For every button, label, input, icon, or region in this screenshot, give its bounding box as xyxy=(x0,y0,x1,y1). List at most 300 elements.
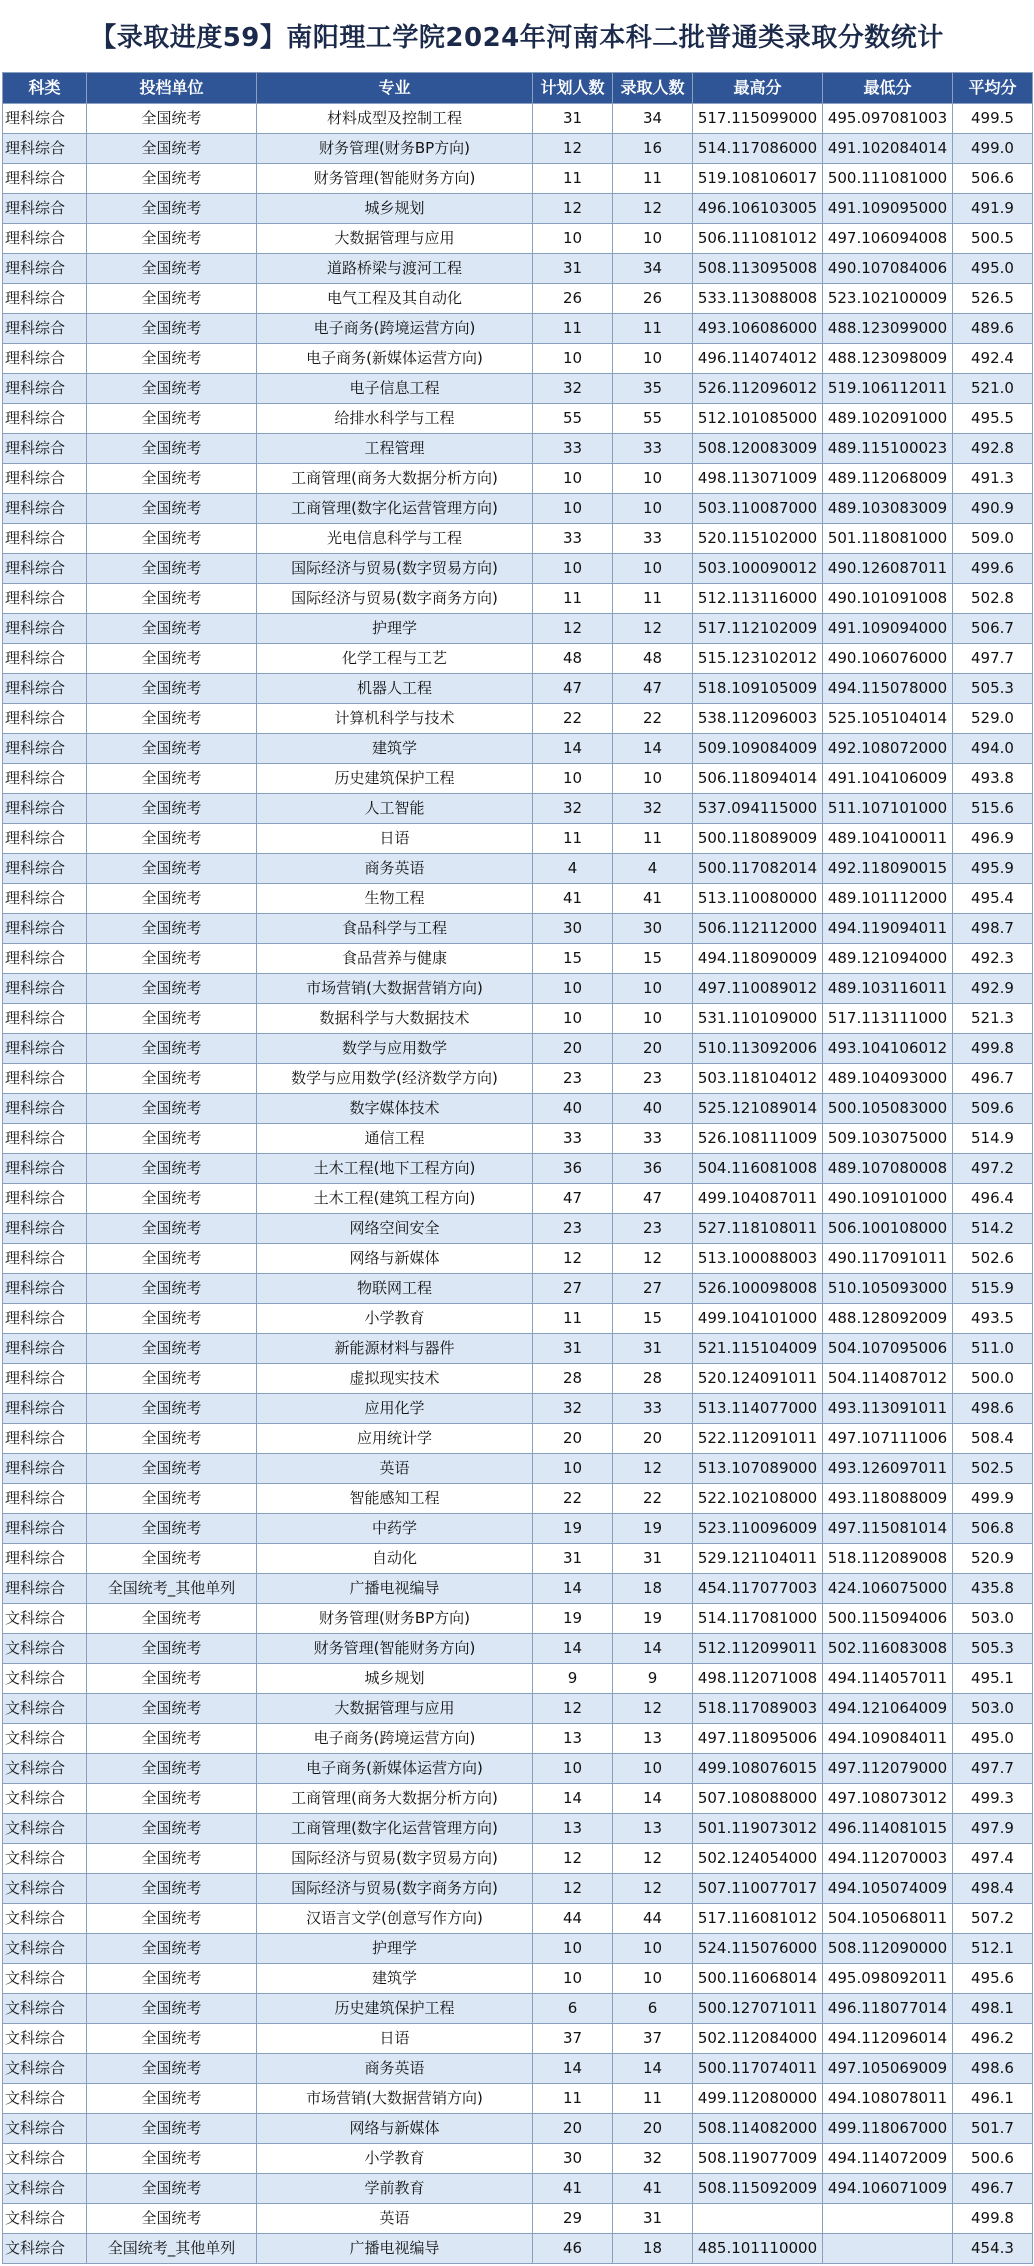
cell-min: 504.107095006 xyxy=(823,1334,953,1364)
cell-plan: 31 xyxy=(533,104,613,134)
cell-max: 509.109084009 xyxy=(693,734,823,764)
cell-min: 424.106075000 xyxy=(823,1574,953,1604)
cell-category: 理科综合 xyxy=(3,1004,87,1034)
cell-admitted: 10 xyxy=(613,224,693,254)
cell-avg: 492.3 xyxy=(953,944,1033,974)
cell-unit: 全国统考 xyxy=(87,704,257,734)
cell-plan: 41 xyxy=(533,2174,613,2204)
cell-min: 502.116083008 xyxy=(823,1634,953,1664)
cell-unit: 全国统考 xyxy=(87,1424,257,1454)
cell-max: 513.107089000 xyxy=(693,1454,823,1484)
cell-unit: 全国统考 xyxy=(87,434,257,464)
cell-max: 497.110089012 xyxy=(693,974,823,1004)
cell-max: 502.124054000 xyxy=(693,1844,823,1874)
cell-min: 488.123099000 xyxy=(823,314,953,344)
cell-min: 489.121094000 xyxy=(823,944,953,974)
cell-major: 电子信息工程 xyxy=(257,374,533,404)
cell-category: 文科综合 xyxy=(3,1904,87,1934)
table-body xyxy=(3,104,1033,2264)
cell-plan: 10 xyxy=(533,1454,613,1484)
cell-plan: 31 xyxy=(533,1334,613,1364)
cell-category: 理科综合 xyxy=(3,944,87,974)
cell-min: 497.105069009 xyxy=(823,2054,953,2084)
cell-max: 522.112091011 xyxy=(693,1424,823,1454)
cell-plan: 23 xyxy=(533,1064,613,1094)
cell-unit: 全国统考 xyxy=(87,1604,257,1634)
cell-plan: 32 xyxy=(533,1394,613,1424)
cell-min: 497.106094008 xyxy=(823,224,953,254)
cell-admitted: 14 xyxy=(613,1634,693,1664)
cell-unit: 全国统考 xyxy=(87,194,257,224)
cell-max: 517.112102009 xyxy=(693,614,823,644)
cell-max: 499.112080000 xyxy=(693,2084,823,2114)
header-avg: 平均分 xyxy=(953,73,1033,104)
cell-major: 电气工程及其自动化 xyxy=(257,284,533,314)
cell-unit: 全国统考 xyxy=(87,1004,257,1034)
cell-admitted: 33 xyxy=(613,1394,693,1424)
table-row xyxy=(3,2204,1033,2234)
cell-max: 504.116081008 xyxy=(693,1154,823,1184)
table-row xyxy=(3,434,1033,464)
cell-unit: 全国统考 xyxy=(87,584,257,614)
cell-max: 531.110109000 xyxy=(693,1004,823,1034)
cell-avg: 499.6 xyxy=(953,554,1033,584)
cell-plan: 12 xyxy=(533,614,613,644)
cell-category: 文科综合 xyxy=(3,1664,87,1694)
cell-category: 理科综合 xyxy=(3,1244,87,1274)
cell-avg: 491.3 xyxy=(953,464,1033,494)
page-title: 【录取进度59】南阳理工学院2024年河南本科二批普通类录取分数统计 xyxy=(90,22,944,53)
cell-avg: 492.4 xyxy=(953,344,1033,374)
cell-unit: 全国统考 xyxy=(87,1964,257,1994)
cell-admitted: 31 xyxy=(613,1334,693,1364)
table-row xyxy=(3,824,1033,854)
cell-admitted: 11 xyxy=(613,164,693,194)
header-admitted: 录取人数 xyxy=(613,73,693,104)
cell-admitted: 40 xyxy=(613,1094,693,1124)
cell-avg: 496.2 xyxy=(953,2024,1033,2054)
cell-admitted: 16 xyxy=(613,134,693,164)
table-row xyxy=(3,914,1033,944)
cell-category: 文科综合 xyxy=(3,2114,87,2144)
cell-category: 文科综合 xyxy=(3,1814,87,1844)
cell-major: 道路桥梁与渡河工程 xyxy=(257,254,533,284)
table-row xyxy=(3,1964,1033,1994)
cell-major: 智能感知工程 xyxy=(257,1484,533,1514)
cell-category: 理科综合 xyxy=(3,1364,87,1394)
cell-min: 499.118067000 xyxy=(823,2114,953,2144)
cell-avg: 497.9 xyxy=(953,1814,1033,1844)
table-row xyxy=(3,134,1033,164)
cell-category: 文科综合 xyxy=(3,1604,87,1634)
cell-category: 理科综合 xyxy=(3,764,87,794)
cell-avg: 509.6 xyxy=(953,1094,1033,1124)
cell-admitted: 19 xyxy=(613,1514,693,1544)
cell-admitted: 47 xyxy=(613,674,693,704)
cell-avg: 502.5 xyxy=(953,1454,1033,1484)
cell-category: 文科综合 xyxy=(3,1784,87,1814)
cell-min: 490.109101000 xyxy=(823,1184,953,1214)
cell-max: 499.104087011 xyxy=(693,1184,823,1214)
table-row xyxy=(3,974,1033,1004)
cell-avg: 495.0 xyxy=(953,254,1033,284)
cell-min: 490.117091011 xyxy=(823,1244,953,1274)
table-row xyxy=(3,1724,1033,1754)
cell-plan: 14 xyxy=(533,1784,613,1814)
cell-major: 城乡规划 xyxy=(257,1664,533,1694)
cell-min: 496.118077014 xyxy=(823,1994,953,2024)
cell-category: 理科综合 xyxy=(3,1034,87,1064)
cell-category: 理科综合 xyxy=(3,1214,87,1244)
cell-plan: 55 xyxy=(533,404,613,434)
cell-min: 491.109095000 xyxy=(823,194,953,224)
cell-admitted: 10 xyxy=(613,494,693,524)
cell-unit: 全国统考 xyxy=(87,884,257,914)
cell-min: 489.103116011 xyxy=(823,974,953,1004)
cell-plan: 12 xyxy=(533,1874,613,1904)
cell-max: 512.113116000 xyxy=(693,584,823,614)
cell-avg: 499.3 xyxy=(953,1784,1033,1814)
cell-unit: 全国统考 xyxy=(87,1364,257,1394)
cell-major: 护理学 xyxy=(257,1934,533,1964)
table-row xyxy=(3,1484,1033,1514)
cell-unit: 全国统考 xyxy=(87,464,257,494)
cell-plan: 10 xyxy=(533,344,613,374)
table-row xyxy=(3,1814,1033,1844)
cell-max: 503.118104012 xyxy=(693,1064,823,1094)
cell-major: 英语 xyxy=(257,1454,533,1484)
cell-plan: 11 xyxy=(533,2084,613,2114)
table-row xyxy=(3,1364,1033,1394)
cell-category: 理科综合 xyxy=(3,584,87,614)
cell-plan: 10 xyxy=(533,1754,613,1784)
cell-plan: 12 xyxy=(533,194,613,224)
score-table xyxy=(2,72,1033,2264)
cell-major: 土木工程(建筑工程方向) xyxy=(257,1184,533,1214)
cell-category: 理科综合 xyxy=(3,914,87,944)
cell-admitted: 13 xyxy=(613,1724,693,1754)
cell-major: 日语 xyxy=(257,2024,533,2054)
cell-unit: 全国统考 xyxy=(87,2174,257,2204)
table-row xyxy=(3,614,1033,644)
cell-unit: 全国统考 xyxy=(87,254,257,284)
cell-unit: 全国统考 xyxy=(87,1634,257,1664)
cell-category: 理科综合 xyxy=(3,524,87,554)
cell-unit: 全国统考 xyxy=(87,794,257,824)
table-row xyxy=(3,1544,1033,1574)
cell-max: 496.106103005 xyxy=(693,194,823,224)
cell-admitted: 10 xyxy=(613,764,693,794)
cell-category: 理科综合 xyxy=(3,1064,87,1094)
cell-unit: 全国统考 xyxy=(87,1304,257,1334)
cell-admitted: 28 xyxy=(613,1364,693,1394)
cell-category: 理科综合 xyxy=(3,734,87,764)
cell-unit: 全国统考 xyxy=(87,854,257,884)
table-row xyxy=(3,1694,1033,1724)
cell-major: 财务管理(智能财务方向) xyxy=(257,164,533,194)
cell-major: 网络与新媒体 xyxy=(257,2114,533,2144)
cell-category: 文科综合 xyxy=(3,2234,87,2264)
cell-avg: 495.6 xyxy=(953,1964,1033,1994)
cell-category: 理科综合 xyxy=(3,1514,87,1544)
cell-plan: 30 xyxy=(533,2144,613,2174)
cell-max: 524.115076000 xyxy=(693,1934,823,1964)
cell-min: 489.115100023 xyxy=(823,434,953,464)
cell-plan: 30 xyxy=(533,914,613,944)
cell-unit: 全国统考 xyxy=(87,614,257,644)
cell-admitted: 12 xyxy=(613,194,693,224)
cell-max: 510.113092006 xyxy=(693,1034,823,1064)
cell-min: 509.103075000 xyxy=(823,1124,953,1154)
cell-plan: 13 xyxy=(533,1814,613,1844)
cell-avg: 514.2 xyxy=(953,1214,1033,1244)
cell-avg: 515.9 xyxy=(953,1274,1033,1304)
cell-unit: 全国统考 xyxy=(87,764,257,794)
cell-category: 文科综合 xyxy=(3,2144,87,2174)
table-row xyxy=(3,1184,1033,1214)
cell-category: 理科综合 xyxy=(3,824,87,854)
cell-avg: 499.0 xyxy=(953,134,1033,164)
cell-major: 历史建筑保护工程 xyxy=(257,1994,533,2024)
cell-admitted: 27 xyxy=(613,1274,693,1304)
cell-unit: 全国统考 xyxy=(87,314,257,344)
cell-avg: 496.7 xyxy=(953,1064,1033,1094)
cell-max: 526.100098008 xyxy=(693,1274,823,1304)
cell-major: 计算机科学与技术 xyxy=(257,704,533,734)
cell-category: 文科综合 xyxy=(3,1634,87,1664)
cell-category: 文科综合 xyxy=(3,1964,87,1994)
cell-admitted: 12 xyxy=(613,1874,693,1904)
cell-unit: 全国统考 xyxy=(87,1664,257,1694)
cell-major: 小学教育 xyxy=(257,1304,533,1334)
cell-major: 财务管理(智能财务方向) xyxy=(257,1634,533,1664)
cell-unit: 全国统考 xyxy=(87,374,257,404)
cell-major: 大数据管理与应用 xyxy=(257,1694,533,1724)
cell-category: 文科综合 xyxy=(3,2024,87,2054)
cell-major: 国际经济与贸易(数字商务方向) xyxy=(257,584,533,614)
cell-max: 485.101110000 xyxy=(693,2234,823,2264)
cell-max: 499.108076015 xyxy=(693,1754,823,1784)
cell-plan: 14 xyxy=(533,734,613,764)
cell-avg: 505.3 xyxy=(953,1634,1033,1664)
cell-unit: 全国统考 xyxy=(87,1214,257,1244)
table-row xyxy=(3,1064,1033,1094)
cell-unit: 全国统考 xyxy=(87,1874,257,1904)
cell-avg: 492.9 xyxy=(953,974,1033,1004)
cell-avg: 514.9 xyxy=(953,1124,1033,1154)
table-row xyxy=(3,584,1033,614)
cell-max xyxy=(693,2204,823,2234)
cell-avg: 498.1 xyxy=(953,1994,1033,2024)
cell-plan: 12 xyxy=(533,1844,613,1874)
cell-admitted: 48 xyxy=(613,644,693,674)
cell-min: 497.112079000 xyxy=(823,1754,953,1784)
cell-unit: 全国统考 xyxy=(87,1844,257,1874)
cell-unit: 全国统考 xyxy=(87,1694,257,1724)
cell-admitted: 31 xyxy=(613,2204,693,2234)
cell-major: 给排水科学与工程 xyxy=(257,404,533,434)
cell-plan: 10 xyxy=(533,494,613,524)
cell-admitted: 35 xyxy=(613,374,693,404)
cell-max: 507.110077017 xyxy=(693,1874,823,1904)
table-row xyxy=(3,1604,1033,1634)
cell-max: 506.118094014 xyxy=(693,764,823,794)
cell-category: 理科综合 xyxy=(3,164,87,194)
cell-unit: 全国统考 xyxy=(87,1784,257,1814)
cell-max: 537.094115000 xyxy=(693,794,823,824)
cell-min: 489.104100011 xyxy=(823,824,953,854)
cell-avg: 498.4 xyxy=(953,1874,1033,1904)
cell-major: 自动化 xyxy=(257,1544,533,1574)
cell-admitted: 33 xyxy=(613,1124,693,1154)
cell-admitted: 10 xyxy=(613,1754,693,1784)
cell-max: 520.124091011 xyxy=(693,1364,823,1394)
cell-category: 文科综合 xyxy=(3,2204,87,2234)
cell-max: 514.117086000 xyxy=(693,134,823,164)
cell-major: 历史建筑保护工程 xyxy=(257,764,533,794)
cell-admitted: 10 xyxy=(613,974,693,1004)
cell-avg: 497.2 xyxy=(953,1154,1033,1184)
cell-avg: 500.5 xyxy=(953,224,1033,254)
cell-plan: 33 xyxy=(533,434,613,464)
cell-min: 510.105093000 xyxy=(823,1274,953,1304)
cell-min: 490.126087011 xyxy=(823,554,953,584)
cell-avg: 512.1 xyxy=(953,1934,1033,1964)
table-row xyxy=(3,1424,1033,1454)
cell-plan: 31 xyxy=(533,1544,613,1574)
cell-plan: 48 xyxy=(533,644,613,674)
cell-avg: 499.8 xyxy=(953,2204,1033,2234)
cell-major: 虚拟现实技术 xyxy=(257,1364,533,1394)
table-row xyxy=(3,1154,1033,1184)
cell-max: 522.102108000 xyxy=(693,1484,823,1514)
cell-unit: 全国统考 xyxy=(87,1034,257,1064)
cell-avg: 495.0 xyxy=(953,1724,1033,1754)
cell-plan: 11 xyxy=(533,824,613,854)
cell-major: 工商管理(商务大数据分析方向) xyxy=(257,464,533,494)
cell-category: 理科综合 xyxy=(3,1124,87,1154)
cell-max: 507.108088000 xyxy=(693,1784,823,1814)
cell-admitted: 11 xyxy=(613,314,693,344)
cell-avg: 503.0 xyxy=(953,1694,1033,1724)
cell-max: 494.118090009 xyxy=(693,944,823,974)
cell-min: 497.108073012 xyxy=(823,1784,953,1814)
cell-admitted: 20 xyxy=(613,1424,693,1454)
cell-category: 理科综合 xyxy=(3,134,87,164)
cell-min: 495.097081003 xyxy=(823,104,953,134)
cell-avg: 507.2 xyxy=(953,1904,1033,1934)
cell-unit: 全国统考 xyxy=(87,824,257,854)
cell-admitted: 22 xyxy=(613,704,693,734)
cell-plan: 12 xyxy=(533,1244,613,1274)
cell-avg: 521.3 xyxy=(953,1004,1033,1034)
table-row xyxy=(3,194,1033,224)
cell-min: 492.108072000 xyxy=(823,734,953,764)
cell-plan: 33 xyxy=(533,524,613,554)
cell-max: 500.116068014 xyxy=(693,1964,823,1994)
cell-avg: 508.4 xyxy=(953,1424,1033,1454)
cell-category: 文科综合 xyxy=(3,1724,87,1754)
cell-avg: 498.7 xyxy=(953,914,1033,944)
cell-unit: 全国统考 xyxy=(87,2024,257,2054)
cell-max: 498.113071009 xyxy=(693,464,823,494)
cell-min: 493.126097011 xyxy=(823,1454,953,1484)
cell-avg: 495.9 xyxy=(953,854,1033,884)
cell-plan: 14 xyxy=(533,2054,613,2084)
cell-avg: 495.4 xyxy=(953,884,1033,914)
cell-max: 508.115092009 xyxy=(693,2174,823,2204)
cell-admitted: 12 xyxy=(613,1244,693,1274)
cell-major: 中药学 xyxy=(257,1514,533,1544)
cell-category: 理科综合 xyxy=(3,1184,87,1214)
cell-avg: 511.0 xyxy=(953,1334,1033,1364)
cell-plan: 40 xyxy=(533,1094,613,1124)
cell-min: 504.114087012 xyxy=(823,1364,953,1394)
cell-max: 512.112099011 xyxy=(693,1634,823,1664)
cell-min: 488.123098009 xyxy=(823,344,953,374)
cell-min: 490.101091008 xyxy=(823,584,953,614)
cell-unit: 全国统考 xyxy=(87,1754,257,1784)
header-category: 科类 xyxy=(3,73,87,104)
cell-major: 工商管理(商务大数据分析方向) xyxy=(257,1784,533,1814)
cell-major: 建筑学 xyxy=(257,1964,533,1994)
cell-major: 新能源材料与器件 xyxy=(257,1334,533,1364)
cell-avg: 499.5 xyxy=(953,104,1033,134)
cell-plan: 10 xyxy=(533,974,613,1004)
cell-unit: 全国统考 xyxy=(87,494,257,524)
cell-category: 理科综合 xyxy=(3,224,87,254)
table-row xyxy=(3,944,1033,974)
cell-plan: 32 xyxy=(533,794,613,824)
cell-category: 理科综合 xyxy=(3,1394,87,1424)
cell-max: 500.127071011 xyxy=(693,1994,823,2024)
cell-major: 通信工程 xyxy=(257,1124,533,1154)
cell-max: 498.112071008 xyxy=(693,1664,823,1694)
cell-plan: 10 xyxy=(533,554,613,584)
cell-unit: 全国统考 xyxy=(87,1454,257,1484)
cell-avg: 496.7 xyxy=(953,2174,1033,2204)
table-header-row xyxy=(3,73,1033,104)
cell-max: 508.113095008 xyxy=(693,254,823,284)
cell-plan: 11 xyxy=(533,584,613,614)
cell-unit: 全国统考 xyxy=(87,674,257,704)
cell-max: 519.108106017 xyxy=(693,164,823,194)
cell-admitted: 19 xyxy=(613,1604,693,1634)
cell-unit: 全国统考 xyxy=(87,284,257,314)
cell-category: 理科综合 xyxy=(3,1304,87,1334)
cell-min: 494.105074009 xyxy=(823,1874,953,1904)
cell-plan: 15 xyxy=(533,944,613,974)
cell-unit: 全国统考 xyxy=(87,2084,257,2114)
cell-major: 国际经济与贸易(数字贸易方向) xyxy=(257,1844,533,1874)
cell-plan: 12 xyxy=(533,134,613,164)
cell-avg: 498.6 xyxy=(953,2054,1033,2084)
cell-min: 500.111081000 xyxy=(823,164,953,194)
cell-max: 497.118095006 xyxy=(693,1724,823,1754)
cell-min: 500.105083000 xyxy=(823,1094,953,1124)
cell-min: 489.103083009 xyxy=(823,494,953,524)
cell-category: 理科综合 xyxy=(3,614,87,644)
cell-avg: 500.0 xyxy=(953,1364,1033,1394)
cell-admitted: 12 xyxy=(613,614,693,644)
cell-category: 理科综合 xyxy=(3,1334,87,1364)
cell-major: 数学与应用数学(经济数学方向) xyxy=(257,1064,533,1094)
cell-max: 502.112084000 xyxy=(693,2024,823,2054)
cell-avg: 497.7 xyxy=(953,644,1033,674)
cell-unit: 全国统考 xyxy=(87,404,257,434)
cell-unit: 全国统考 xyxy=(87,914,257,944)
table-row xyxy=(3,1124,1033,1154)
